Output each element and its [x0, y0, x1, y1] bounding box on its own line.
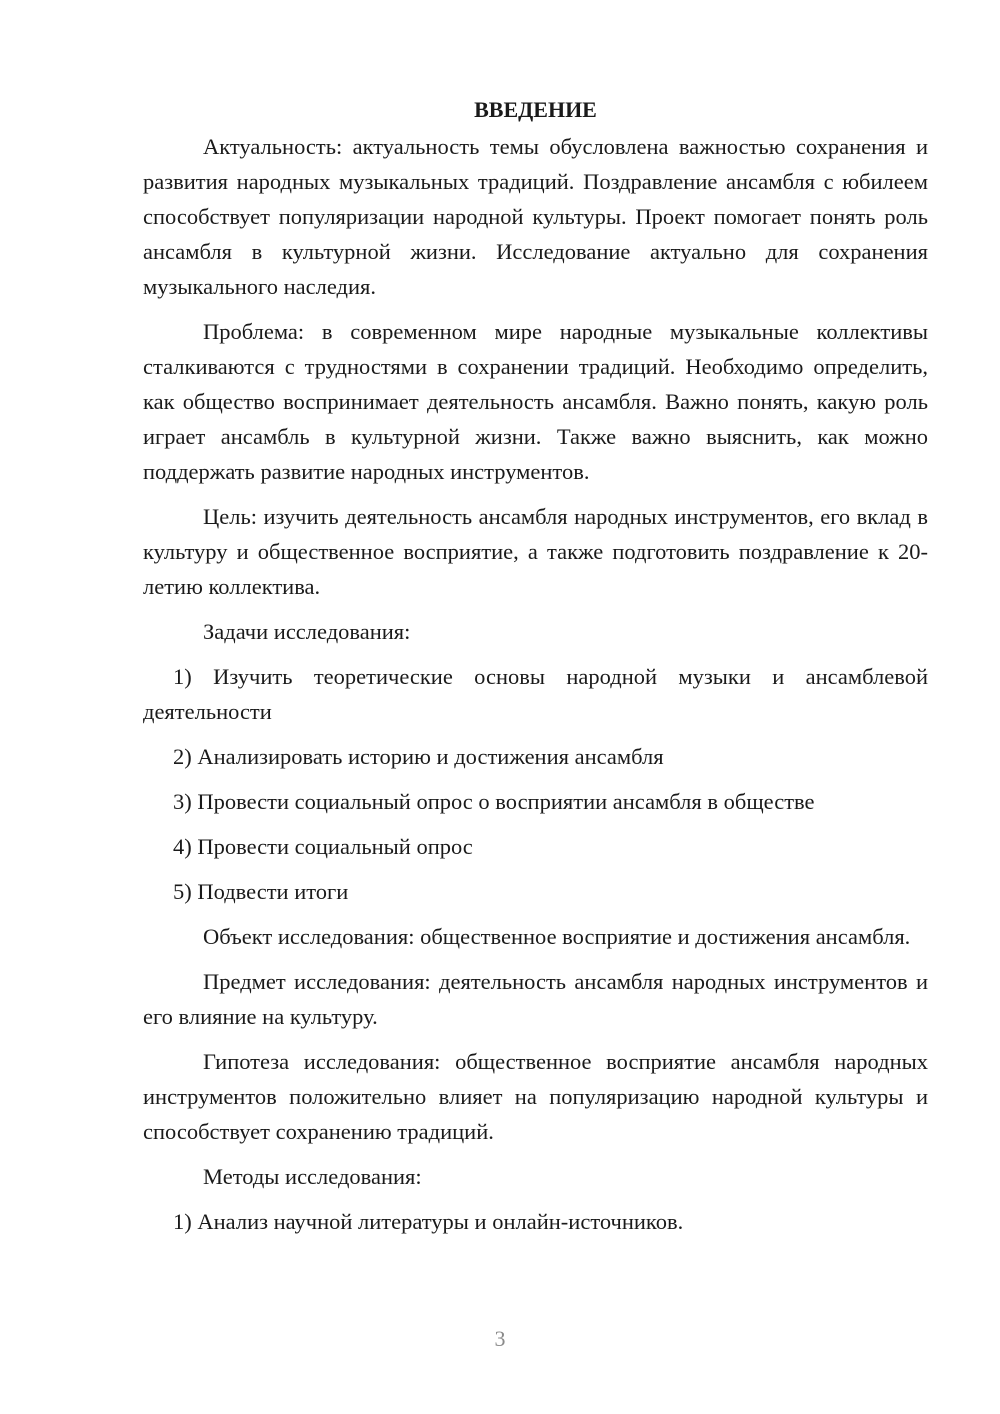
subject-paragraph: Предмет исследования: деятельность ансамбля народных инструментов и его влияние на культуру. — [143, 969, 928, 1029]
methods-list — [143, 1204, 928, 1239]
list-item: 2) Анализировать историю и достижения ансамбля — [173, 744, 664, 769]
list-item: 1) Анализ научной литературы и онлайн-источников. — [173, 1209, 684, 1234]
list-item: 4) Провести социальный опрос — [173, 834, 473, 859]
problem-paragraph: Проблема: в современном мире народные музыкальные коллективы сталкиваются с трудностями в сохранении традиций. Необходимо определить, как общество воспринимает деятельность ансамбля. Важно понять, какую роль играет ансамбль в культурной жизни. Также важно выяснить, как можно поддержать развитие народных инструментов. — [143, 319, 928, 484]
list-item: 5) Подвести итоги — [173, 879, 349, 904]
tasks-list — [143, 659, 928, 909]
tasks-heading: Задачи исследования: — [203, 619, 411, 644]
hypothesis-paragraph: Гипотеза исследования: общественное восприятие ансамбля народных инструментов положительно влияет на популяризацию народной культуры и способствует сохранению традиций. — [143, 1049, 928, 1144]
goal-paragraph: Цель: изучить деятельность ансамбля народных инструментов, его вклад в культуру и общественное восприятие, а также подготовить поздравление к 20-летию коллектива. — [143, 504, 928, 599]
page-number: 3 — [494, 1326, 506, 1351]
document-page — [143, 92, 928, 1249]
relevance-paragraph: Актуальность: актуальность темы обусловлена важностью сохранения и развития народных музыкальных традиций. Поздравление ансамбля с юбилеем способствует популяризации народной культуры. Проект помогает понять роль ансамбля в культурной жизни. Исследование актуально для сохранения музыкального наследия. — [143, 134, 928, 299]
list-item: 3) Провести социальный опрос о восприятии ансамбля в обществе — [173, 789, 815, 814]
page-title: ВВЕДЕНИЕ — [474, 97, 597, 122]
methods-heading: Методы исследования: — [203, 1164, 422, 1189]
object-paragraph: Объект исследования: общественное восприятие и достижения ансамбля. — [203, 924, 911, 949]
list-item: 1) Изучить теоретические основы народной музыки и ансамблевой деятельности — [143, 664, 928, 724]
